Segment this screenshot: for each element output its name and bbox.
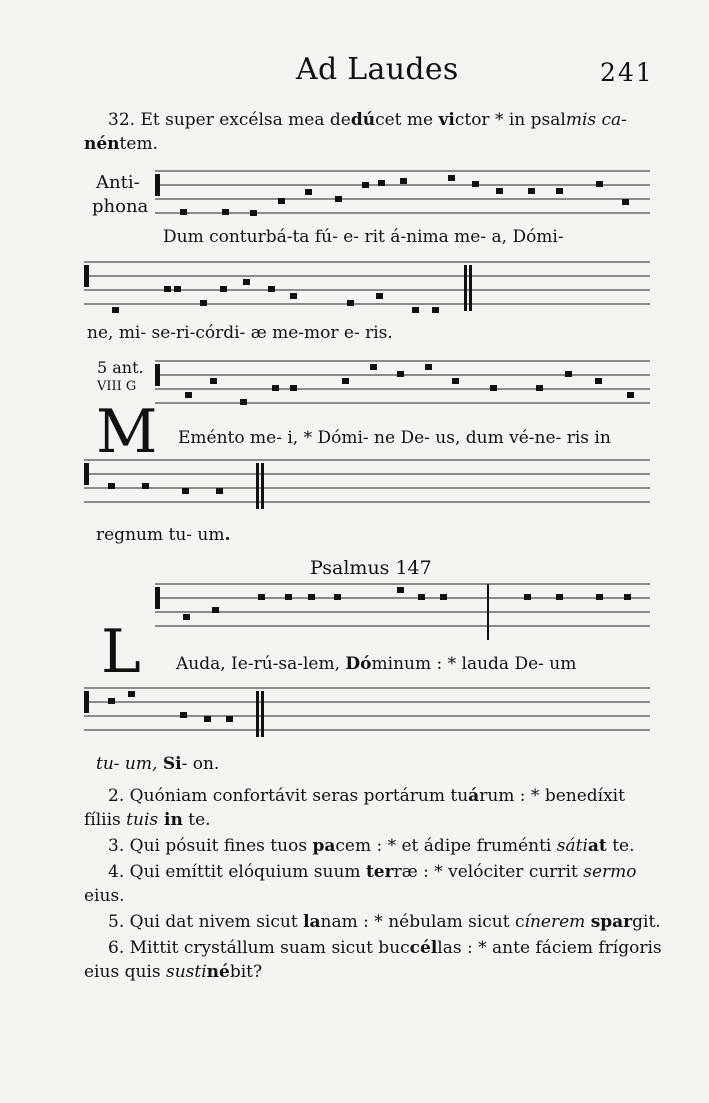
verse-text: nam : * nébulam sicut c (320, 912, 525, 932)
antiphon-lyrics-line1: Dum conturbá-ta fú- e- rit á-nima me- a, Dómi- (163, 227, 564, 247)
verse-text: Qui emíttit elóquium suum (129, 862, 366, 882)
italic-syllable: sáti (556, 836, 588, 856)
verse-3 (108, 836, 635, 856)
verse-text: cet me (375, 110, 439, 130)
accent-syllable: cél (409, 938, 438, 958)
verse-text: eius quis (84, 962, 166, 982)
verse-4-line2: eius. (84, 886, 125, 906)
lyric-text: regnum tu- um (96, 525, 225, 545)
verse-text: cem : * et ádipe fruménti (335, 836, 557, 856)
verse-text: Et super excélsa mea de (140, 110, 351, 130)
verse-number: 32. (108, 110, 136, 130)
verse-5 (108, 912, 661, 932)
antiphon-label-1: Anti- (96, 172, 140, 193)
antiphon-lyrics-line2: ne, mi- se-ri-córdi- æ me-mor e- ris. (87, 323, 393, 343)
verse-text: bit? (229, 962, 263, 982)
verse-text: rum : * benedíxit (479, 786, 625, 806)
accent-syllable: á (468, 786, 480, 806)
antiphon-5-lyrics-line1: Eménto me- i, * Dómi- ne De- us, dum vé-ne- ris in (178, 428, 611, 448)
verse-text: Qui pósuit fines tuos (129, 836, 313, 856)
accent-syllable: spar (590, 912, 633, 932)
verse-text: te. (182, 810, 211, 830)
verse-number: 6. (108, 938, 125, 958)
accent-syllable: Si (162, 754, 182, 774)
verse-text: te. (606, 836, 635, 856)
verse-2-line2 (84, 810, 211, 830)
verse-text: Quóniam confortávit seras portárum tu (129, 786, 469, 806)
verse-text: las : * ante fáciem frígoris (437, 938, 662, 958)
italic-syllable: sermo (583, 862, 637, 882)
verse-text: fíliis (84, 810, 127, 830)
italic-syllables: tu- um, (96, 754, 163, 774)
accent-syllable: in (158, 810, 183, 830)
lyric-text: - on. (181, 754, 220, 774)
accent-syllable: vi (438, 110, 455, 130)
verse-text: Qui dat nivem sicut (129, 912, 304, 932)
verse-number: 2. (108, 786, 125, 806)
verse-6-line1 (108, 938, 662, 958)
accent-syllable: Dó (345, 654, 372, 674)
verse-text: Mittit crystállum suam sicut buc (129, 938, 410, 958)
verse-number: 3. (108, 836, 125, 856)
accent-syllable: at (587, 836, 607, 856)
psalm-title: Psalmus 147 (310, 557, 432, 579)
lyric-text: Auda, Ie-rú-sa-lem, (176, 654, 346, 674)
verse-2-line1 (108, 786, 625, 806)
verse-4-line1 (108, 862, 637, 882)
verse-text: git. (632, 912, 661, 932)
accent-syllable: la (303, 912, 321, 932)
neumes (108, 175, 634, 737)
italic-syllable: tuis (126, 810, 159, 830)
verse-6-line2 (84, 962, 262, 982)
psalm-lyrics-line1 (176, 654, 576, 674)
italic-syllable: susti (165, 962, 207, 982)
accent-syllable: dú (350, 110, 376, 130)
running-title: Ad Laudes (296, 52, 459, 87)
verse-text: tem. (119, 134, 158, 154)
verse-number: 5. (108, 912, 125, 932)
accent-syllable: pa (312, 836, 336, 856)
psalm-lyrics-line2 (96, 754, 219, 774)
lyric-text: minum : * lauda De- um (371, 654, 577, 674)
staff-lines (84, 171, 650, 730)
drop-cap-m: M (96, 397, 158, 467)
italic-syllable: mis ca- (565, 110, 627, 130)
verse-text: ræ : * velóciter currit (393, 862, 584, 882)
italic-syllable: ínerem (524, 912, 586, 932)
antiphon-label-2: phona (92, 196, 149, 217)
accent-syllable: nén (84, 134, 120, 154)
accent-syllable: né (206, 962, 230, 982)
antiphon-5-lyrics-line2 (96, 525, 230, 545)
verse-text: ctor * in psal (454, 110, 566, 130)
accent-syllable: ter (365, 862, 394, 882)
page-number: 241 (600, 58, 654, 87)
antiphon-5-mode: VIII G (97, 379, 137, 394)
lyric-period: . (224, 525, 231, 545)
antiphon-5-label: 5 ant. (97, 358, 144, 377)
drop-cap-l: L (101, 617, 141, 687)
verse-number: 4. (108, 862, 125, 882)
